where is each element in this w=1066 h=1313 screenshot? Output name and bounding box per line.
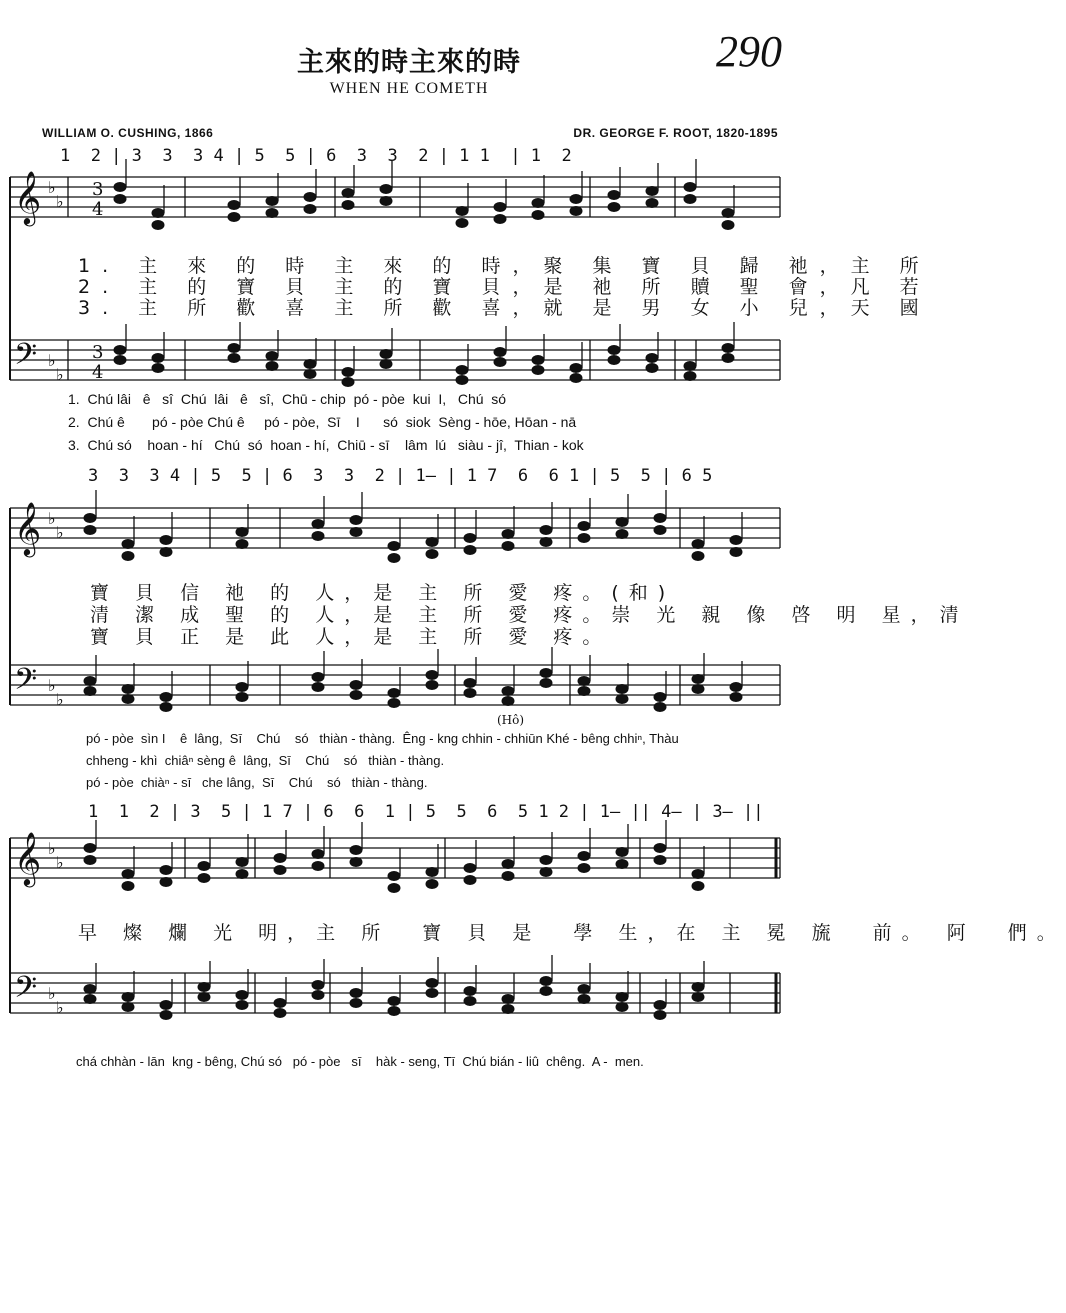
note-head bbox=[312, 862, 324, 871]
note-head bbox=[304, 370, 316, 379]
note-head bbox=[684, 183, 696, 192]
note-head bbox=[692, 993, 704, 1002]
note-head bbox=[654, 856, 666, 865]
note-head bbox=[312, 850, 324, 859]
note-head bbox=[616, 530, 628, 539]
note-head bbox=[502, 860, 514, 869]
note-head bbox=[388, 699, 400, 708]
note-head bbox=[266, 362, 278, 371]
jianpu-line-1: 1 2 | 3 3 3 4 | 5 5 | 6 3 3 2 | 1 1 | 1 2 bbox=[60, 146, 572, 166]
note-head bbox=[646, 199, 658, 208]
note-head bbox=[578, 677, 590, 686]
note-head bbox=[350, 989, 362, 998]
note-head bbox=[532, 211, 544, 220]
note-head bbox=[540, 987, 552, 996]
note-head bbox=[266, 197, 278, 206]
note-head bbox=[616, 848, 628, 857]
note-head bbox=[312, 991, 324, 1000]
note-head bbox=[342, 378, 354, 387]
note-head bbox=[456, 219, 468, 228]
note-head bbox=[122, 695, 134, 704]
note-head bbox=[152, 221, 164, 230]
note-head bbox=[228, 344, 240, 353]
note-head bbox=[426, 979, 438, 988]
note-head bbox=[616, 993, 628, 1002]
note-head bbox=[350, 846, 362, 855]
bass-clef-icon: 𝄢 bbox=[14, 663, 38, 704]
note-head bbox=[494, 348, 506, 357]
note-head bbox=[312, 981, 324, 990]
note-head bbox=[578, 522, 590, 531]
bass-clef-icon: 𝄢 bbox=[14, 338, 38, 379]
note-head bbox=[654, 514, 666, 523]
note-head bbox=[464, 864, 476, 873]
note-head bbox=[502, 1005, 514, 1014]
note-head bbox=[312, 520, 324, 529]
note-head bbox=[502, 530, 514, 539]
note-head bbox=[692, 983, 704, 992]
chinese-lyrics-2-verse-3: 寶 貝 正 是 此 人，是 主 所 愛 疼。 bbox=[90, 626, 612, 648]
refrain-mark: (Hô) bbox=[497, 713, 525, 727]
note-head bbox=[350, 691, 362, 700]
note-head bbox=[654, 526, 666, 535]
flat-icon: ♭ bbox=[48, 178, 56, 197]
note-head bbox=[646, 187, 658, 196]
note-head bbox=[540, 977, 552, 986]
note-head bbox=[388, 1007, 400, 1016]
flat-icon: ♭ bbox=[48, 839, 56, 858]
note-head bbox=[304, 205, 316, 214]
note-head bbox=[160, 693, 172, 702]
note-head bbox=[578, 687, 590, 696]
note-head bbox=[388, 689, 400, 698]
treble-clef-icon: 𝄞 bbox=[14, 170, 42, 224]
note-head bbox=[388, 542, 400, 551]
note-head bbox=[540, 868, 552, 877]
jianpu-line-2: 3 3 3 4 | 5 5 | 6 3 3 2 | 1— | 1 7 6 6 1 | 5 5 | 6 5 bbox=[88, 466, 713, 486]
note-head bbox=[464, 997, 476, 1006]
chinese-lyrics-1-verse-3: 3. 主 所 歡 喜 主 所 歡 喜，就 是 男 女 小 兒，天 國 bbox=[78, 297, 931, 319]
note-head bbox=[654, 693, 666, 702]
note-head bbox=[350, 516, 362, 525]
note-head bbox=[380, 197, 392, 206]
romanized-lyrics-1-verse-3: 3. Chú só hoan - hí Chú só hoan - hí, Chiū - sī lâm lú siàu - jî, Thian - kok bbox=[68, 437, 584, 453]
note-head bbox=[654, 1001, 666, 1010]
note-head bbox=[616, 695, 628, 704]
flat-icon: ♭ bbox=[56, 365, 64, 384]
chinese-lyrics-2-verse-1: 寶 貝 信 祂 的 人，是 主 所 愛 疼。(和) bbox=[90, 582, 676, 604]
note-head bbox=[380, 350, 392, 359]
note-head bbox=[464, 534, 476, 543]
note-head bbox=[388, 997, 400, 1006]
note-head bbox=[122, 1003, 134, 1012]
hymn-number: 290 bbox=[716, 27, 782, 76]
note-head bbox=[692, 685, 704, 694]
note-head bbox=[122, 993, 134, 1002]
note-head bbox=[578, 985, 590, 994]
note-head bbox=[616, 518, 628, 527]
note-head bbox=[502, 995, 514, 1004]
note-head bbox=[464, 876, 476, 885]
time-signature-top: 3 bbox=[92, 342, 104, 363]
note-head bbox=[426, 671, 438, 680]
composer-credit: DR. GEORGE F. ROOT, 1820-1895 bbox=[573, 126, 778, 140]
note-head bbox=[540, 538, 552, 547]
note-head bbox=[152, 209, 164, 218]
note-head bbox=[456, 366, 468, 375]
note-head bbox=[578, 852, 590, 861]
note-head bbox=[160, 1011, 172, 1020]
note-head bbox=[122, 685, 134, 694]
treble-clef-icon: 𝄞 bbox=[14, 501, 42, 555]
note-head bbox=[380, 360, 392, 369]
time-signature-bottom: 4 bbox=[92, 362, 104, 383]
note-head bbox=[684, 362, 696, 371]
note-head bbox=[532, 366, 544, 375]
note-head bbox=[692, 870, 704, 879]
note-head bbox=[122, 540, 134, 549]
note-head bbox=[388, 872, 400, 881]
note-head bbox=[464, 987, 476, 996]
note-head bbox=[160, 703, 172, 712]
note-head bbox=[616, 860, 628, 869]
note-head bbox=[228, 201, 240, 210]
flat-icon: ♭ bbox=[48, 984, 56, 1003]
note-head bbox=[692, 540, 704, 549]
note-head bbox=[616, 1003, 628, 1012]
romanized-lyrics-1-verse-1: 1. Chú lâi ê sî Chú lâi ê sî, Chū - chip pó - pòe kui I, Chú só bbox=[68, 391, 507, 407]
time-signature-bottom: 4 bbox=[92, 199, 104, 220]
note-head bbox=[160, 878, 172, 887]
note-head bbox=[350, 681, 362, 690]
note-head bbox=[228, 213, 240, 222]
flat-icon: ♭ bbox=[48, 676, 56, 695]
note-head bbox=[426, 880, 438, 889]
flat-icon: ♭ bbox=[56, 523, 64, 542]
note-head bbox=[532, 356, 544, 365]
note-head bbox=[730, 693, 742, 702]
note-head bbox=[608, 203, 620, 212]
note-head bbox=[722, 344, 734, 353]
note-head bbox=[228, 354, 240, 363]
romanized-lyrics-1-verse-2: 2. Chú ê pó - pòe Chú ê pó - pòe, Sī I só siok Sèng - hōe, Hōan - nā bbox=[68, 414, 577, 430]
note-head bbox=[342, 189, 354, 198]
note-head bbox=[426, 868, 438, 877]
note-head bbox=[494, 358, 506, 367]
note-head bbox=[84, 985, 96, 994]
note-head bbox=[350, 528, 362, 537]
note-head bbox=[692, 552, 704, 561]
note-head bbox=[502, 687, 514, 696]
note-head bbox=[722, 221, 734, 230]
note-head bbox=[464, 679, 476, 688]
note-head bbox=[464, 689, 476, 698]
note-head bbox=[274, 854, 286, 863]
note-head bbox=[160, 1001, 172, 1010]
time-signature-top: 3 bbox=[92, 179, 104, 200]
note-head bbox=[236, 1001, 248, 1010]
treble-clef-icon: 𝄞 bbox=[14, 831, 42, 885]
note-head bbox=[342, 368, 354, 377]
note-head bbox=[456, 376, 468, 385]
note-head bbox=[730, 683, 742, 692]
lyricist-credit: WILLIAM O. CUSHING, 1866 bbox=[42, 126, 214, 140]
note-head bbox=[198, 993, 210, 1002]
note-head bbox=[114, 356, 126, 365]
flat-icon: ♭ bbox=[56, 998, 64, 1017]
chinese-lyrics-1-verse-1: 1. 主 來 的 時 主 來 的 時，聚 集 寶 貝 歸 祂，主 所 bbox=[78, 255, 931, 277]
note-head bbox=[654, 844, 666, 853]
note-head bbox=[570, 207, 582, 216]
romanized-lyrics-2-verse-1: pó - pòe sìn I ê lâng, Sī Chú só thiàn - thàng. Êng - kng chhin - chhiūn Khé - bêng chhiⁿ, Thàu bbox=[86, 731, 679, 746]
note-head bbox=[122, 552, 134, 561]
note-head bbox=[274, 866, 286, 875]
note-head bbox=[646, 364, 658, 373]
note-head bbox=[350, 999, 362, 1008]
romanized-lyrics-3: chá chhàn - lān kng - bêng, Chú só pó - pòe sī hàk - seng, Tī Chú bián - liû chêng. A - men. bbox=[76, 1054, 644, 1069]
note-head bbox=[426, 538, 438, 547]
note-head bbox=[312, 683, 324, 692]
note-head bbox=[114, 183, 126, 192]
hymn-title-english: WHEN HE COMETH bbox=[329, 80, 489, 97]
note-head bbox=[616, 685, 628, 694]
flat-icon: ♭ bbox=[56, 853, 64, 872]
note-head bbox=[654, 1011, 666, 1020]
note-head bbox=[692, 675, 704, 684]
note-head bbox=[114, 346, 126, 355]
note-head bbox=[388, 554, 400, 563]
note-head bbox=[426, 681, 438, 690]
note-head bbox=[160, 548, 172, 557]
note-head bbox=[388, 884, 400, 893]
note-head bbox=[350, 858, 362, 867]
note-head bbox=[502, 872, 514, 881]
note-head bbox=[570, 374, 582, 383]
note-head bbox=[684, 195, 696, 204]
note-head bbox=[570, 364, 582, 373]
note-head bbox=[654, 703, 666, 712]
note-head bbox=[684, 372, 696, 381]
note-head bbox=[722, 209, 734, 218]
note-head bbox=[198, 862, 210, 871]
chinese-lyrics-2-verse-2: 清 潔 成 聖 的 人，是 主 所 愛 疼。崇 光 親 像 啓 明 星，清 bbox=[90, 604, 969, 626]
note-head bbox=[84, 526, 96, 535]
chinese-lyrics-3: 早 燦 爛 光 明，主 所 寶 貝 是 學 生，在 主 冕 旒 前。 阿 們。 bbox=[78, 922, 1066, 944]
note-head bbox=[312, 532, 324, 541]
hymn-title-chinese: 主來的時主來的時 bbox=[297, 47, 521, 78]
note-head bbox=[464, 546, 476, 555]
note-head bbox=[84, 687, 96, 696]
note-head bbox=[578, 534, 590, 543]
note-head bbox=[646, 354, 658, 363]
flat-icon: ♭ bbox=[56, 690, 64, 709]
note-head bbox=[502, 542, 514, 551]
note-head bbox=[540, 669, 552, 678]
romanized-lyrics-2-verse-2: chheng - khì chiâⁿ sèng ê lâng, Sī Chú só thiàn - thàng. bbox=[86, 753, 445, 768]
note-head bbox=[84, 856, 96, 865]
note-head bbox=[236, 991, 248, 1000]
note-head bbox=[608, 191, 620, 200]
romanized-lyrics-2-verse-3: pó - pòe chiàⁿ - sī che lâng, Sī Chú só thiàn - thàng. bbox=[86, 775, 428, 790]
note-head bbox=[502, 697, 514, 706]
note-head bbox=[122, 870, 134, 879]
note-head bbox=[304, 360, 316, 369]
note-head bbox=[540, 526, 552, 535]
note-head bbox=[730, 536, 742, 545]
note-head bbox=[84, 995, 96, 1004]
note-head bbox=[198, 874, 210, 883]
note-head bbox=[494, 203, 506, 212]
note-head bbox=[274, 999, 286, 1008]
note-head bbox=[236, 528, 248, 537]
note-head bbox=[578, 864, 590, 873]
note-head bbox=[160, 866, 172, 875]
note-head bbox=[540, 856, 552, 865]
note-head bbox=[532, 199, 544, 208]
note-head bbox=[426, 550, 438, 559]
note-head bbox=[608, 346, 620, 355]
note-head bbox=[540, 679, 552, 688]
bass-clef-icon: 𝄢 bbox=[14, 971, 38, 1012]
note-head bbox=[84, 514, 96, 523]
note-head bbox=[722, 354, 734, 363]
note-head bbox=[160, 536, 172, 545]
note-head bbox=[342, 201, 354, 210]
flat-icon: ♭ bbox=[56, 192, 64, 211]
note-head bbox=[114, 195, 126, 204]
note-head bbox=[122, 882, 134, 891]
note-head bbox=[236, 870, 248, 879]
note-head bbox=[198, 983, 210, 992]
note-head bbox=[456, 207, 468, 216]
jianpu-line-3: 1 1 2 | 3 5 | 1 7 | 6 6 1 | 5 5 6 5 1 2 | 1— || 4— | 3— || bbox=[88, 802, 764, 822]
note-head bbox=[236, 693, 248, 702]
note-head bbox=[692, 882, 704, 891]
note-head bbox=[494, 215, 506, 224]
note-head bbox=[152, 354, 164, 363]
chinese-lyrics-1-verse-2: 2. 主 的 寶 貝 主 的 寶 貝，是 祂 所 贖 聖 會，凡 若 bbox=[78, 276, 931, 298]
note-head bbox=[266, 209, 278, 218]
note-head bbox=[312, 673, 324, 682]
note-head bbox=[266, 352, 278, 361]
note-head bbox=[570, 195, 582, 204]
note-head bbox=[236, 858, 248, 867]
note-head bbox=[236, 683, 248, 692]
note-head bbox=[426, 989, 438, 998]
note-head bbox=[152, 364, 164, 373]
flat-icon: ♭ bbox=[48, 509, 56, 528]
note-head bbox=[608, 356, 620, 365]
note-head bbox=[236, 540, 248, 549]
note-head bbox=[274, 1009, 286, 1018]
note-head bbox=[578, 995, 590, 1004]
note-head bbox=[380, 185, 392, 194]
note-head bbox=[84, 677, 96, 686]
note-head bbox=[730, 548, 742, 557]
flat-icon: ♭ bbox=[48, 351, 56, 370]
note-head bbox=[84, 844, 96, 853]
note-head bbox=[304, 193, 316, 202]
